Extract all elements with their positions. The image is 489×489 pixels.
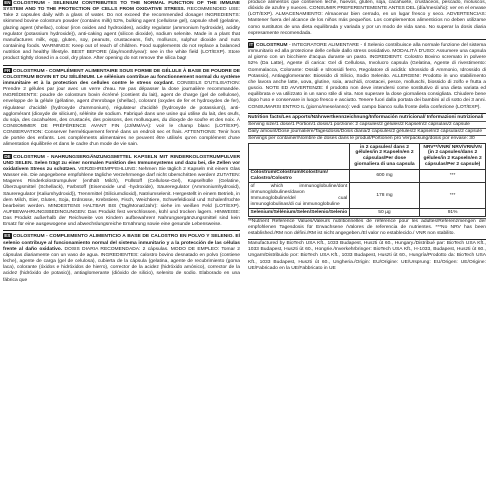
- nutrient-nrv: ***: [420, 183, 486, 209]
- section-es: [3, 230, 240, 283]
- language-code-badge: EN: [4, 0, 11, 5]
- nutrient-nrv: 91%: [420, 209, 486, 217]
- table-row: [249, 169, 486, 183]
- label-column-left: [3, 0, 240, 284]
- distributor-info: Manufactured by BioTech USA Kft., 1033 Budapest, Huszti út 60., Hungary./Distribué par: BioTech USA Kft., 1033 Budapest, Huszti út 60., Hongrie./Inverkehrbringer: BioTech USA Kft., H-1033, Budapest, Huszti út 60., Ungarn/Distribuido por: BioTech USA Kft., 1033 Budapest, Huszti út 60., Hungría/Prodotto da: BioTech USA Kft., 1033 Budapest, Huszti út 60., Ungheria./Origin: EU/Origine: UE/Ursprung: EU/Origen: UE/Origine: UE/Fabricado en la UE/Fabbricato in UE: [248, 241, 486, 271]
- language-code-badge: DE: [4, 153, 11, 159]
- table-row: [249, 183, 486, 209]
- section-body: MODALITÀ D'USO: Assumere una capsula al giorno con un bicchiere d'acqua durante un pasto. INGREDIENTI: Colostro Bovino scremato in polvere 52% (Da Latte), Agente di carica: Gel di Cellulosa, Involucro capsula (Gelatina, Agente di rivestimento: Gommalacca, Colorante: Ossidi e Idrossidi ferro, Regolatore di acidità: Idrossido di Ammonio, Idrossido di Potassio), Antiagglomerante: Biossido di Silicio, Sodio Selenito. ALLERGENI: Prodotto in uno stabilimento che lavora anche latte, uova, glutine, soia, arachidi, crostacei, pesce, molluschi, biossido di zolfo e frutta a guscio. NOTE ED AVVERTENZE: Il prodotto non deve intendersi come sostitutivo di una dieta variata ed equilibrata e va utilizzato in un sano stile di vita. Non superare la dose giornaliera consigliata. Chiudere bene dopo l'uso e conservare in luogo fresco e asciutto. Tenere fuori dalla portata dei bambini al di sotto dei 3 anni. CONSUMARSI ENTRO IL (giorno/mese/anno): vedi campo bianco sulla fronte della confezione (LOT/EXP).: [248, 49, 487, 110]
- nutrient-nrv: ***: [420, 169, 486, 183]
- table-header-nrv: NRV**/VNR/ NRV/VRN/VN (in 2 capsules/dans 2 gélules/in 2 Kapseln/en 2 cápsulas/Per 2 capsule): [420, 144, 486, 170]
- section-es-continued: [248, 0, 486, 37]
- label-column-right: [248, 0, 486, 272]
- language-code-badge: ES: [4, 233, 11, 239]
- nrv-footnote: **Nutrient Reference Values/Valeurs nutritionnelles de référence pour les adultes/Referenzmengen der empfohlenen Tagesdosis für Erwachsene /Valores de referencia de nutrientes. ***No NRV has been established./RM non défini./RM ist nicht angegeben./El valor no establecido./ VNR non stabilito.: [248, 219, 486, 237]
- section-claim: - NAHRUNGSERGÄNZUNGSMITTEL KAPSELN MIT RINDERKOLOSTRUMPULVER UND SELEN. Selen trägt zu einer normalen Funktion des Immunsystems und dazu bei, die Zellen vor oxidativem Stress zu schützen.: [3, 154, 240, 172]
- section-body: DOSIS DIARIA RECOMENDADA: 2 cápsulas. MODO DE EMPLEO: Tomar 2 cápsulas diariamente con un vaso de agua. INGREDIENTES: calostro bovino desnatado en polvo (contiene leche), agente de carga (gel de celulosa), cubierta de la cápsula (gelatina, agente de recubrimiento (goma laca), colorante (óxidos e hidróxidos de hierro), corrector de la acidez (hidróxido amónico), corrector de la acidez (hidróxido de potasio)), antiaglomerante (dióxido de silicio), selenito de sodio. Elaborado en una fábrica que: [3, 246, 240, 283]
- section-body: CONSEILS D'UTILISATION: Prendre 2 gélules par jour avec un verre d'eau. Ne pas dépasser la dose journalière recommandée. INGRÉDIENTS: poudre de colostrum bovin écrémé (contient du lait), agent de charge (gel de cellulose), enveloppe de la gélule (gélatine, agent d'enrobage (shellac), colorant (oxydes de fer et hydroxydes de fer), régulateur d'acidité (hydroxyde d'ammonium), régulateur d'acidité (hydroxyde de potassium)), anti-agglomérant (dioxyde de silicium), sélénite de sodium. Fabriqué dans une usine qui utilise du lait, des œufs, du soja, des cacahuètes, des crustacés, des poissons, des mollusques, du dioxyde de soufre et des noix. À CONSOMMER DE PRÉFÉRENCE AVANT FIN (JJ/MM/AA): voir le champ blanc (LOT/EXP). CONSERVATION: Conserver hermétiquement fermé dans un endroit sec et frais. ATTENTIONS: Tenir hors de portée des enfants. Les compléments alimentaires ne peuvent être utilisés qu'en complément d'une alimentation équilibrée et dans le cadre d'un mode de vie sain.: [3, 80, 241, 148]
- table-header-empty: [249, 144, 350, 170]
- nutrient-name: of which immunoglobuline/dont immunoglobulines/davon Immunoglobuline/del cual inmunoglobulinas/di cui immunoglobuline: [250, 183, 348, 207]
- section-body: VERZEHREMPFEHLUNG: Nehmen Sie täglich 2 Kapseln mit einem Glas Wasser ein. Die angegebene empfohlene tägliche Verzehrmenge darf nicht überschritten werden! ZUTATEN: Mageres Rinderkolostrumpulver (enthält Milch), Füllstoff (Cellulose-Gel), Kapselhülle (Gelatine, Überzugsmittel (Schellack), Farbstoff (Eisenoxide und -hydroxide), Säureregulator (Ammoniumhydroxid), Säureregulator (Kaliumhydroxid)), Trennmittel (Siliciumdioxid), Natriumselenit. Hergestellt in einem Betrieb, in dem Milch, Eier, Gluten, Soja, Erdnüsse, Krebstiere, Fisch, Weichtiere, Schwefeldioxid und Schalenfrüchte bearbeitet werden. MINDESTENS HALTBAR BIS (Tag/Monat/Jahr): siehe im weißen Feld (LOT/EXP). AUFBEWAHRUNGSBEDINGUNGEN: Das Produkt fest verschlossen, kühl und trocken lagern. HINWEISE: Das Produkt außerhalb der Reichweite von Kindern aufbewahren! Nahrungsergänzungsmittel sind kein Ersatz für eine ausgewogene und abwechslungsreiche Ernährung sowie eine gesunde Lebensweise.: [3, 166, 240, 228]
- nutrient-amount: 178 mg: [349, 183, 419, 209]
- section-en: [3, 0, 240, 63]
- serving-size-line: Serving size/1 dose/1 Portion/1 dosis/1 porzione: 2 capsules/2 gélules/2 Kapseln/2 cápsulas/2 capsule: [248, 121, 486, 128]
- table-header-row: [249, 144, 486, 170]
- nutrient-amount: 600 mg: [349, 169, 419, 183]
- section-title: COLOSTRUM: [13, 1, 45, 6]
- servings-per-container-line: Servings per container/Nombre de doses dans le produit/Portionen pro Verpackung/dosis por envase: 30: [248, 135, 486, 142]
- section-body: produce alimentos que contienen leche, huevos, gluten, soja, cacahuete, crustáceos, pescado, moluscos, dióxido de azufre y nueces. CONSUMIR PREFERENTEMENTE ANTES DEL (día/mes/año): ver en el envase (LOT/EXP). ALMACENAMIENTO: Almacenar bien cerrado, en un lugar fresco y seco. ADVERTENCIAS: Mantener fuera del alcance de los niños más pequeños. Los complementos alimenticios no deben utilizarse como sustitutos de una dieta equilibrada y variada y por un modo de vida sano. No superar la dosis diaria expresamente recomendada.: [248, 0, 486, 36]
- section-de: [3, 151, 240, 229]
- language-code-badge: FR: [4, 67, 11, 73]
- section-claim: - COMPLÉMENT ALIMENTAIRE SOUS FORME DE GÉLULE À BASE DE POUDRE DE COLOSTRUM BOVIN ET DU SÉLÉNIUM. Le sélénium contribue au fonctionnement normal du système immunitaire et à la protection des cellules contre le stress oxydant.: [3, 68, 240, 86]
- section-body: RECOMMENDED USE: Take 2 capsules daily with a glass of water. Do not exceed the recommended dosage! INGREDIENTS: skimmed bovine colostrum powder (contains milk) 52%, bulking agent (cellulose gel), capsule shell (gelatine, glazing agent (shellac), colour (iron oxides and hydroxides), acidity regulator (ammonium hydroxide), acidity regulator (potassium hydroxide)), anti-caking agent (silicon dioxide), sodium selenite. Made in a plant that manufactures milk, egg, gluten, soy, peanuts, crustaceans, fish, molluscs, sulphur dioxide and nuts containing foods. WARNINGS: Keep out of reach of children. Food supplements do not replace a balanced nutrition and healthy lifestyle. BEST BEFORE (day/month/year): see in the white field (LOT/EXP). Store product tightly closed in a cool, dry place. After opening do not remove the silica bag!: [3, 7, 240, 62]
- nutrition-table: [248, 143, 486, 217]
- section-claim: - SELENIUM CONTRIBUTES TO THE NORMAL FUNCTION OF THE IMMUNE SYSTEM AND TO THE PROTECTION OF CELLS FROM OXIDATIVE STRESS.: [3, 1, 240, 13]
- section-claim: - INTEGRATORE ALIMENTARE - Il Selenio contribuisce alla normale funzione del sistema immunitario ed alla protezione delle cellule dallo stress ossidativo.: [248, 42, 486, 55]
- nutrient-name: Colostrum/Colostrum/Kolostrum/ Calostro/Colostro: [249, 169, 350, 183]
- section-title: COLOSTRUM: [13, 68, 45, 74]
- nutrient-amount: 50 µg: [349, 209, 419, 217]
- section-it: [248, 39, 486, 111]
- section-title: COLOSTRUM: [13, 234, 45, 240]
- section-claim: - COMPLEMENTO ALIMENTICIO A BASE DE CALOSTRO EN POLVO Y SELENIO. El selenio contribuye al funcionamiento normal del sistema inmunitario y a la protección de las células frente al daño oxidativo.: [3, 234, 240, 252]
- nutrition-title: Nutrition facts/Les apports/Nährwertkennzeichnung/Información nutricional/ Informazioni nutrizionali: [248, 114, 484, 120]
- table-header-amount: in 2 capsules/ dans 2 gélules/in 2 Kapseln/en 2 cápsulas/Per dose giornaliera di una capsula: [349, 144, 419, 170]
- table-row: [249, 209, 486, 217]
- section-fr: [3, 65, 240, 149]
- language-code-badge: IT: [249, 41, 254, 47]
- nutrient-name: Selenium/Sélénium/Selen/Selenio/Selenio: [250, 209, 348, 215]
- section-title: COLOSTRUM: [13, 154, 45, 160]
- nutrition-facts: [248, 113, 486, 272]
- daily-amount-line: Daily amount/Dose journalière/Tagesdosis/Dosis diaria/2 capsules/2 gélules/2 Kapseln/2 cápsulas/2 capsule: [248, 128, 486, 135]
- section-title: COLOSTRUM: [255, 42, 288, 48]
